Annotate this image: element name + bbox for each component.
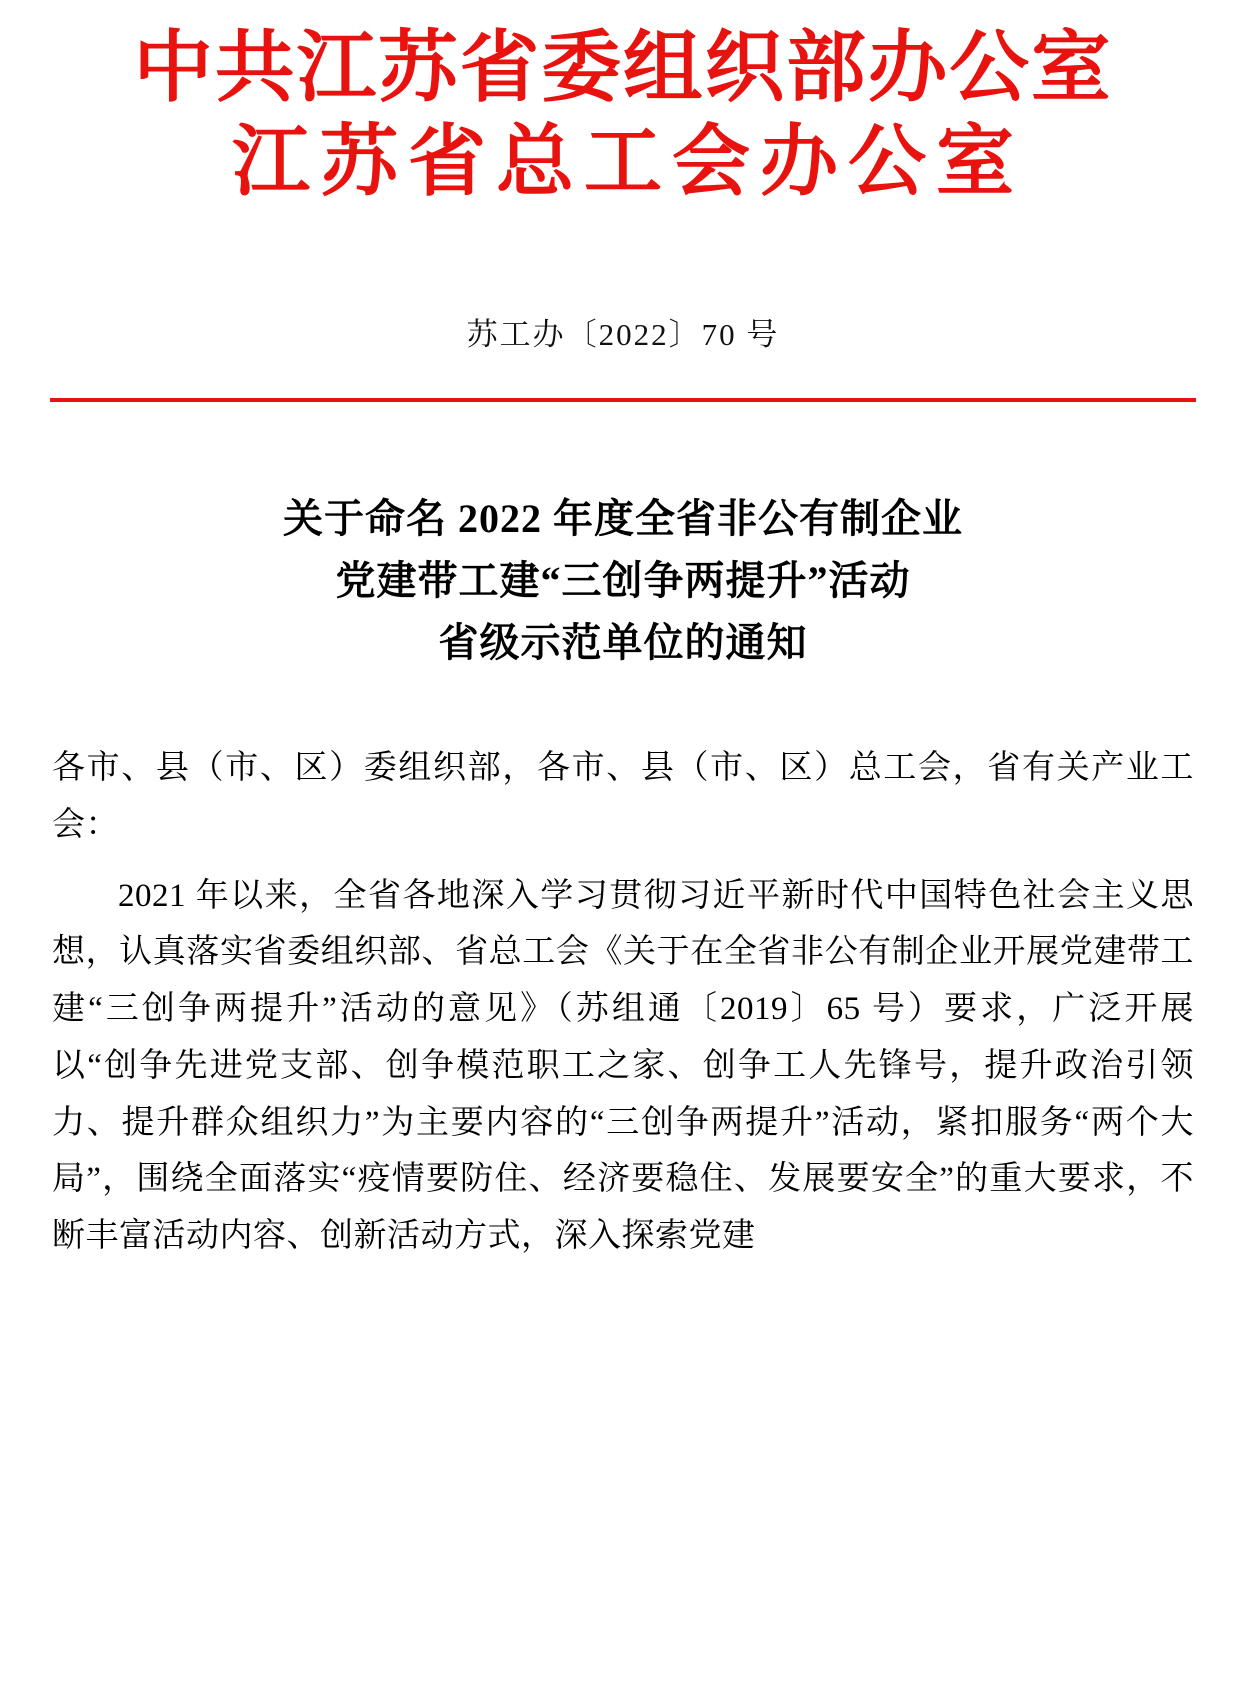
body-paragraph-1: 2021 年以来，全省各地深入学习贯彻习近平新时代中国特色社会主义思想，认真落实省委组织部、省总工会《关于在全省非公有制企业开展党建带工建“三创争两提升”活动的意见》（苏组通〔2019〕65 号）要求，广泛开展以“创争先进党支部、创争模范职工之家、创争工人先锋号，提升政治引领力、提升群众组织力”为主要内容的“三创争两提升”活动，紧扣服务“两个大局”，围绕全面落实“疫情要防住、经济要稳住、发展要安全”的重大要求，不断丰富活动内容、创新活动方式，深入探索党建 <box>52 877 1194 1255</box>
recipient-line: 各市、县（市、区）委组织部，各市、县（市、区）总工会，省有关产业工会： <box>52 750 1194 843</box>
letterhead-line-2: 江苏省总工会办公室 <box>231 118 1024 206</box>
red-divider-rule <box>50 398 1196 402</box>
title-line-1: 关于命名 2022 年度全省非公有制企业 <box>283 496 963 542</box>
title-line-3: 省级示范单位的通知 <box>438 620 808 666</box>
title-line-2: 党建带工建“三创争两提升”活动 <box>335 558 911 604</box>
page-title <box>52 488 1194 674</box>
document-page <box>0 22 1246 1682</box>
document-number: 苏工办〔2022〕70 号 <box>466 317 780 353</box>
document-body <box>52 740 1194 1265</box>
letterhead <box>52 22 1194 209</box>
letterhead-line-1: 中共江苏省委组织部办公室 <box>133 24 1113 111</box>
